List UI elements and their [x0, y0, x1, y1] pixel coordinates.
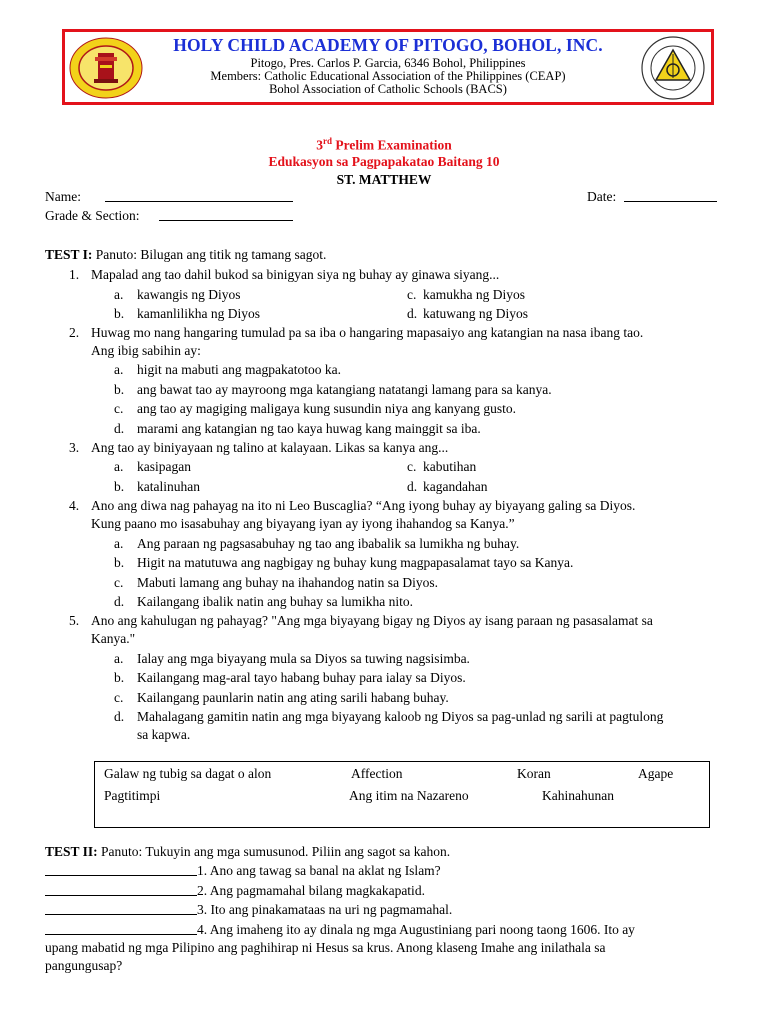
option-text: kabutihan [423, 459, 477, 474]
school-members: Members: Catholic Educational Association of the Philippines (CEAP) [210, 69, 566, 83]
test2-instruction: Panuto: Tukuyin ang mga sumusunod. Piliin ang sagot sa kahon. [97, 844, 451, 859]
option-text: Kailangang ibalik natin ang buhay sa lumikha nito. [137, 594, 413, 609]
test2-heading: TEST II: [45, 844, 98, 859]
option-text: katalinuhan [137, 479, 200, 494]
question-text: Ang tao ay biniyayaan ng talino at kalayaan. Likas sa kanya ang... [91, 440, 449, 455]
option-letter[interactable]: c. [407, 459, 417, 474]
option-text-continued: sa kapwa. [137, 727, 191, 742]
date-label: Date: [587, 189, 617, 204]
option-text: ang bawat tao ay mayroong mga katangiang natatangi lamang para sa kanya. [137, 382, 552, 397]
question-number: 2. [69, 325, 80, 340]
option-text: Mahalagang gamitin natin ang mga biyayang kaloob ng Diyos sa pag-unlad ng sarili at pagtulong [137, 709, 664, 724]
name-field [45, 189, 81, 205]
name-blank[interactable] [105, 190, 293, 202]
option-text: kamanlilikha ng Diyos [137, 306, 260, 321]
grade-blank[interactable] [159, 209, 293, 221]
option-text: Ialay ang mga biyayang mula sa Diyos sa tuwing nagsisimba. [137, 651, 470, 666]
option-letter[interactable]: a. [114, 362, 124, 377]
school-name: HOLY CHILD ACADEMY OF PITOGO, BOHOL, INC. [173, 35, 603, 55]
option-text: Kailangang mag-aral tayo habang buhay para ialay sa Diyos. [137, 670, 466, 685]
date-field [587, 189, 616, 205]
option-text: Kailangang paunlarin natin ang ating sarili habang buhay. [137, 690, 449, 705]
identification-item: 3. Ito ang pinakamataas na uri ng pagmamahal. [197, 902, 453, 917]
choice-word: Agape [638, 766, 674, 781]
option-letter[interactable]: a. [114, 536, 124, 551]
question-text: Mapalad ang tao dahil bukod sa binigyan siya ng buhay ay ginawa siyang... [91, 267, 500, 282]
option-letter[interactable]: a. [114, 459, 124, 474]
exam-ordinal: 3 [316, 137, 323, 153]
option-letter[interactable]: a. [114, 651, 124, 666]
question-text: Ang ibig sabihin ay: [91, 343, 201, 358]
option-letter[interactable]: b. [114, 306, 125, 321]
option-text: Ang paraan ng pagsasabuhay ng tao ang ibabalik sa lumikha ng buhay. [137, 536, 520, 551]
choice-word: Koran [517, 766, 551, 781]
test1-instruction: Panuto: Bilugan ang titik ng tamang sagot. [92, 247, 327, 262]
test2-heading-line [45, 844, 450, 860]
answer-blank[interactable] [45, 884, 197, 896]
test1-heading-line [45, 247, 326, 263]
exam-ordinal-suffix: rd [323, 136, 332, 146]
school-header [62, 29, 714, 105]
option-letter[interactable]: b. [114, 555, 125, 570]
answer-blank[interactable] [45, 923, 197, 935]
identification-item: 4. Ang imaheng ito ay dinala ng mga Augustiniang pari noong taong 1606. Ito ay [197, 922, 635, 937]
exam-section: ST. MATTHEW [336, 172, 432, 187]
option-letter[interactable]: d. [114, 709, 125, 724]
school-address: Pitogo, Pres. Carlos P. Garcia, 6346 Bohol, Philippines [250, 56, 526, 70]
identification-item: 2. Ang pagmamahal bilang magkakapatid. [197, 883, 425, 898]
exam-subject: Edukasyon sa Pagpapakatao Baitang 10 [268, 154, 500, 169]
grade-field [45, 208, 139, 224]
test1-heading: TEST I: [45, 247, 93, 262]
choice-word: Ang itim na Nazareno [349, 788, 469, 803]
date-blank[interactable] [624, 190, 717, 202]
name-label: Name: [45, 189, 81, 204]
choice-word: Galaw ng tubig sa dagat o alon [104, 766, 272, 781]
question-number: 1. [69, 267, 80, 282]
option-letter[interactable]: a. [114, 287, 124, 302]
option-text: kawangis ng Diyos [137, 287, 241, 302]
question-text: Huwag mo nang hangaring tumulad pa sa iba o hangaring mapasaiyo ang katangian na nasa ibang tao. [91, 325, 644, 340]
option-text: Higit na matutuwa ang nagbigay ng buhay kung magpapasalamat tayo sa Kanya. [137, 555, 574, 570]
answer-blank[interactable] [45, 864, 197, 876]
option-letter[interactable]: b. [114, 479, 125, 494]
option-text: higit na mabuti ang magpakatotoo ka. [137, 362, 341, 377]
option-text: kasipagan [137, 459, 191, 474]
identification-item-continued: pangungusap? [45, 958, 123, 973]
exam-title-text: Prelim Examination [332, 137, 452, 153]
question-text: Kung paano mo isasabuhay ang biyayang iyan ay iyong ihahandog sa Kanya.” [91, 516, 515, 531]
option-letter[interactable]: b. [114, 670, 125, 685]
answer-blank[interactable] [45, 903, 197, 915]
option-text: kamukha ng Diyos [423, 287, 525, 302]
ceap-seal-icon [641, 36, 705, 100]
option-text: Mabuti lamang ang buhay na ihahandog natin sa Diyos. [137, 575, 439, 590]
option-text: kagandahan [423, 479, 488, 494]
choice-word: Kahinahunan [542, 788, 614, 803]
question-text: Ano ang diwa nag pahayag na ito ni Leo Buscaglia? “Ang iyong buhay ay biyayang galing sa Diyos. [91, 498, 636, 513]
option-text: katuwang ng Diyos [423, 306, 528, 321]
option-letter[interactable]: d. [407, 479, 418, 494]
question-number: 5. [69, 613, 80, 628]
option-letter[interactable]: d. [407, 306, 418, 321]
option-letter[interactable]: c. [114, 575, 124, 590]
question-text: Ano ang kahulugan ng pahayag? "Ang mga biyayang bigay ng Diyos ay isang paraan ng pasasalamat sa [91, 613, 653, 628]
identification-item: 1. Ano ang tawag sa banal na aklat ng Islam? [197, 863, 441, 878]
exam-title [0, 136, 768, 154]
question-number: 3. [69, 440, 80, 455]
option-text: ang tao ay magiging maligaya kung susundin niya ang kanyang gusto. [137, 401, 517, 416]
option-letter[interactable]: d. [114, 594, 125, 609]
choice-word: Affection [351, 766, 403, 781]
option-letter[interactable]: c. [114, 690, 124, 705]
option-letter[interactable]: c. [407, 287, 417, 302]
option-letter[interactable]: b. [114, 382, 125, 397]
grade-label: Grade & Section: [45, 208, 140, 223]
question-number: 4. [69, 498, 80, 513]
school-association: Bohol Association of Catholic Schools (BACS) [269, 82, 507, 96]
choice-word: Pagtitimpi [104, 788, 161, 803]
option-text: marami ang katangian ng tao kaya huwag kang mainggit sa iba. [137, 421, 481, 436]
option-letter[interactable]: d. [114, 421, 125, 436]
identification-item-continued: upang mabatid ng mga Pilipino ang paghihirap ni Hesus sa krus. Anong klaseng Imahe ang inilathala sa [45, 940, 606, 955]
option-letter[interactable]: c. [114, 401, 124, 416]
question-text: Kanya." [91, 631, 136, 646]
